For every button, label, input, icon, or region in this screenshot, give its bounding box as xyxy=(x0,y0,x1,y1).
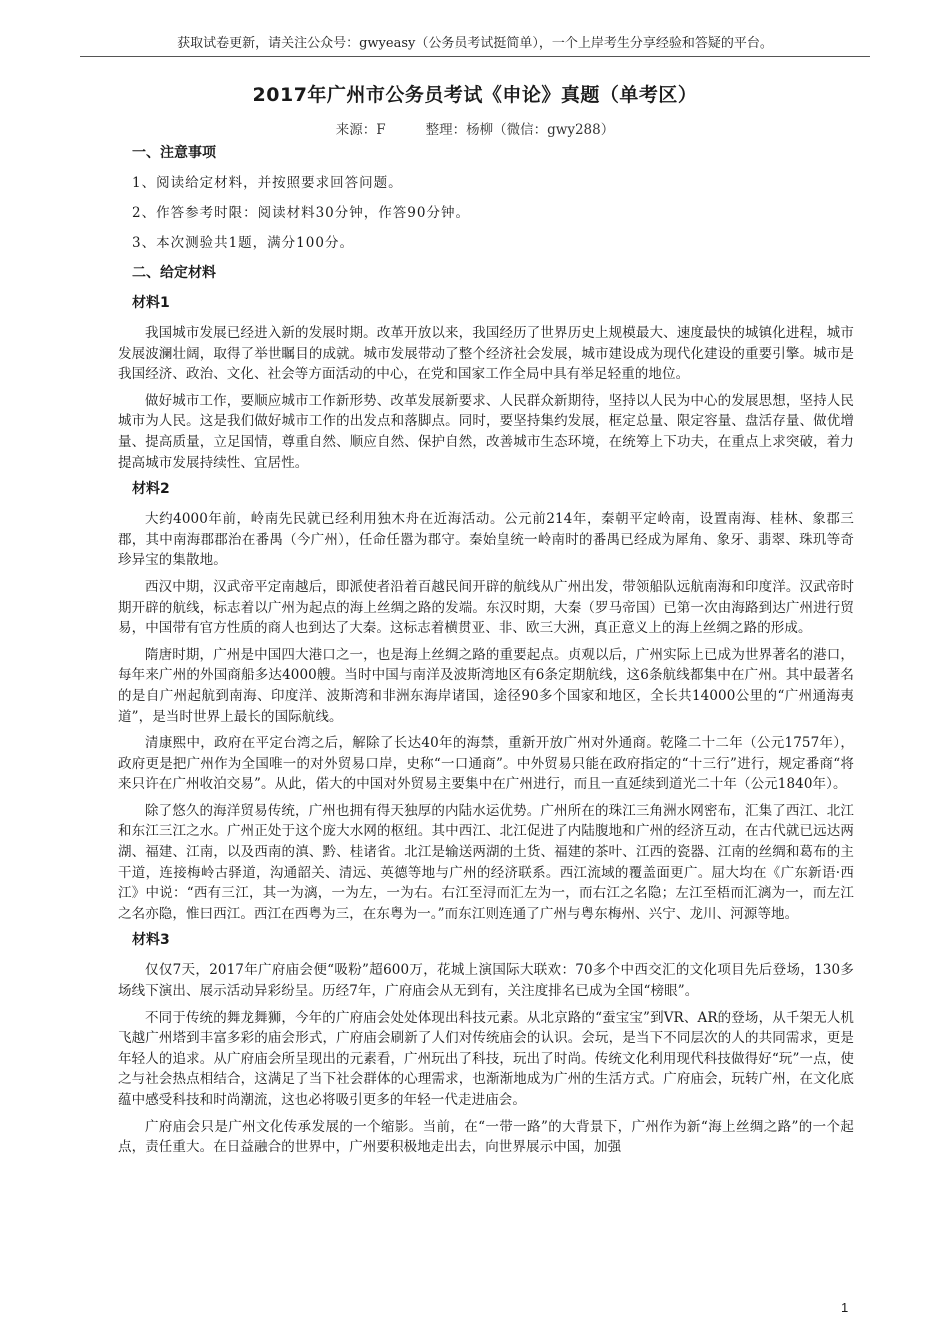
page-number: 1 xyxy=(841,1300,849,1315)
material-1-paragraph: 做好城市工作，要顺应城市工作新形势、改革发展新要求、人民群众新期待，坚持以人民为中心的发展思想，坚持人民城市为人民。这是我们做好城市工作的出发点和落脚点。同时，要坚持集约发展，框定总量、限定容量、盘活存量、做优增量、提高质量，立足国情，尊重自然、顺应自然、保护自然，改善城市生态环境，在统筹上下功夫，在重点上求突破，着力提高城市发展持续性、宜居性。 xyxy=(118,392,854,471)
material-2-paragraph: 西汉中期，汉武帝平定南越后，即派使者沿着百越民间开辟的航线从广州出发，带领船队远航南海和印度洋。汉武帝时期开辟的航线，标志着以广州为起点的海上丝绸之路的发端。东汉时期，大秦（罗马帝国）已第一次由海路到达广州进行贸易，中国带有官方性质的商人也到达了大秦。这标志着横贯亚、非、欧三大洲，真正意义上的海上丝绸之路的形成。 xyxy=(118,578,854,637)
material-3-label: 材料3 xyxy=(132,932,170,949)
material-2-paragraph: 除了悠久的海洋贸易传统，广州也拥有得天独厚的内陆水运优势。广州所在的珠江三角洲水网密布，汇集了西江、北江和东江三江之水。广州正处于这个庞大水网的枢纽。其中西江、北江促进了内陆腹地和广州的经济互动，在古代就已远达两湖、福建、江南，以及西南的滇、黔、桂诸省。北江是输送两湖的土货、福建的茶叶、江西的瓷器、江南的丝绸和葛布的主干道，连接梅岭古驿道，沟通韶关、清远、英德等地与广州的经济联系。西江流域的覆盖面更广。屈大均在《广东新语·西江》中说：“西有三江，其一为漓，一为左，一为右。右江至浔而汇左为一，而右江之名隐；左江至梧而汇漓为一，而左江之名亦隐，惟曰西江。西江在西粤为三，在东粤为一。”而东江则连通了广州与粤东梅州、兴宁、龙川、河源等地。 xyxy=(118,802,854,922)
notice-item: 2、作答参考时限：阅读材料30分钟，作答90分钟。 xyxy=(132,205,470,221)
material-1-label: 材料1 xyxy=(132,295,170,311)
material-2-paragraph: 大约4000年前，岭南先民就已经利用独木舟在近海活动。公元前214年，秦朝平定岭南，设置南海、桂林、象郡三郡，其中南海郡郡治在番禺（今广州），任命任嚣为郡守。秦始皇统一岭南时的番禺已经成为犀角、象牙、翡翠、珠玑等奇珍异宝的集散地。 xyxy=(118,511,854,569)
document-body xyxy=(118,143,854,1164)
source-from: 来源：F xyxy=(335,122,386,138)
header-divider xyxy=(80,56,870,57)
notice-item: 3、本次测验共1题，满分100分。 xyxy=(132,235,354,251)
material-2-paragraph: 隋唐时期，广州是中国四大港口之一，也是海上丝绸之路的重要起点。贞观以后，广州实际上已成为世界著名的港口，每年来广州的外国商船多达4000艘。当时中国与南洋及波斯湾地区有6条定期航线，这6条航线都集中在广州。其中最著名的是自广州起航到南海、印度洋、波斯湾和非洲东海岸诸国，途径90多个国家和地区，全长共14000公里的“广州通海夷道”，是当时世界上最长的国际航线。 xyxy=(118,646,854,725)
header-note: 获取试卷更新，请关注公众号：gwyeasy（公务员考试挺简单），一个上岸考生分享经验和答疑的平台。 xyxy=(177,36,773,51)
material-2-label: 材料2 xyxy=(132,481,170,498)
section-heading-notice: 一、注意事项 xyxy=(132,145,216,161)
material-3-paragraph: 不同于传统的舞龙舞狮，今年的广府庙会处处体现出科技元素。从北京路的“蚕宝宝”到VR、AR的登场，从千架无人机飞越广州塔到丰富多彩的庙会形式，广府庙会刷新了人们对传统庙会的认识。会玩，是当下不同层次的人的共同需求，更是年轻人的追求。从广府庙会所呈现出的元素看，广州玩出了科技，玩出了时尚。传统文化利用现代科技做得好“玩”一点，使之与社会热点相结合，这满足了当下社会群体的心理需求，也渐渐地成为广州的生活方式。广府庙会，玩转广州，在文化底蕴中感受科技和时尚潮流，这也必将吸引更多的年轻一代走进庙会。 xyxy=(118,1009,854,1108)
section-heading-materials: 二、给定材料 xyxy=(132,265,216,281)
material-3-paragraph: 广府庙会只是广州文化传承发展的一个缩影。当前，在“一带一路”的大背景下，广州作为新“海上丝绸之路”的一个起点，责任重大。在日益融合的世界中，广州要积极地走出去，向世界展示中国，加强 xyxy=(118,1118,854,1156)
material-1-paragraph: 我国城市发展已经进入新的发展时期。改革开放以来，我国经历了世界历史上规模最大、速度最快的城镇化进程，城市发展波澜壮阔，取得了举世瞩目的成就。城市发展带动了整个经济社会发展，城市建设成为现代化建设的重要引擎。城市是我国经济、政治、文化、社会等方面活动的中心，在党和国家工作全局中具有举足轻重的地位。 xyxy=(118,325,854,383)
material-2-paragraph: 清康熙中，政府在平定台湾之后，解除了长达40年的海禁，重新开放广州对外通商。乾隆二十二年（公元1757年），政府更是把广州作为全国唯一的对外贸易口岸，史称“一口通商”。中外贸易只能在政府指定的“十三行”进行，规定番商“将来只许在广州收泊交易”。从此，偌大的中国对外贸易主要集中在广州进行，而且一直延续到道光二十年（公元1840年）。 xyxy=(118,735,854,793)
notice-item: 1、阅读给定材料，并按照要求回答问题。 xyxy=(132,175,403,191)
source-editor: 整理：杨柳（微信：gwy288） xyxy=(425,122,615,138)
source-line xyxy=(0,118,950,138)
page-title: 2017年广州市公务员考试《申论》真题（单考区） xyxy=(252,84,698,106)
material-3-paragraph: 仅仅7天，2017年广府庙会便“吸粉”超600万，花城上演国际大联欢：70多个中西交汇的文化项目先后登场，130多场线下演出、展示活动异彩纷呈。历经7年，广府庙会从无到有，关注度排名已成为全国“榜眼”。 xyxy=(118,962,854,1000)
